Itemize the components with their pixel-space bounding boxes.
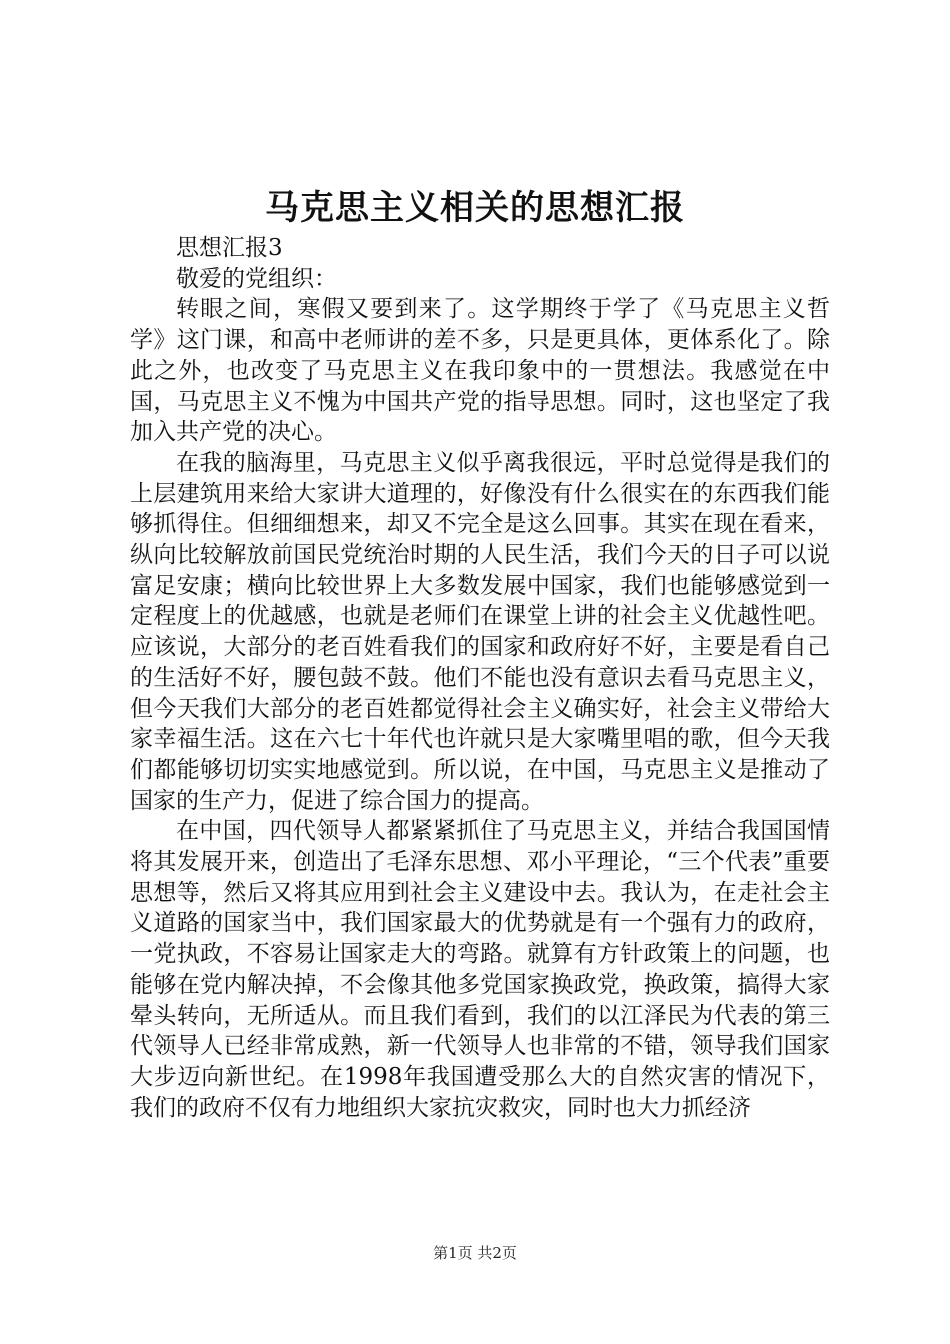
heading-line: 思想汇报3 <box>176 235 283 261</box>
document-body <box>130 233 830 1123</box>
paragraph-1: 转眼之间，寒假又要到来了。这学期终于学了《马克思主义哲学》这门课，和高中老师讲的差不多，只是更具体，更体系化了。除此之外，也改变了马克思主义在我印象中的一贯想法。我感觉在中国，马克思主义不愧为中国共产党的指导思想。同时，这也坚定了我加入共产党的决心。 <box>130 296 830 446</box>
document-title: 马克思主义相关的思想汇报 <box>265 188 685 228</box>
page-footer: 第1页 共2页 <box>433 1244 517 1262</box>
salutation: 敬爱的党组织： <box>176 265 337 292</box>
paragraph-2: 在我的脑海里，马克思主义似乎离我很远，平时总觉得是我们的上层建筑用来给大家讲大道理的，好像没有什么很实在的东西我们能够抓得住。但细细想来，却又不完全是这么回事。其实在现在看来，纵向比较解放前国民党统治时期的人民生活，我们今天的日子可以说富足安康；横向比较世界上大多数发展中国家，我们也能够感觉到一定程度上的优越感，也就是老师们在课堂上讲的社会主义优越性吧。应该说，大部分的老百姓看我们的国家和政府好不好，主要是看自己的生活好不好，腰包鼓不鼓。他们不能也没有意识去看马克思主义，但今天我们大部分的老百姓都觉得社会主义确实好，社会主义带给大家幸福生活。这在六七十年代也许就只是大家嘴里唱的歌，但今天我们都能够切切实实地感觉到。所以说，在中国，马克思主义是推动了国家的生产力，促进了综合国力的提高。 <box>130 449 830 814</box>
paragraph-3: 在中国，四代领导人都紧紧抓住了马克思主义，并结合我国国情将其发展开来，创造出了毛泽东思想、邓小平理论，“三个代表”重要思想等，然后又将其应用到社会主义建设中去。我认为，在走社会主义道路的国家当中，我们国家最大的优势就是有一个强有力的政府，一党执政，不容易让国家走大的弯路。就算有方针政策上的问题，也能够在党内解决掉，不会像其他多党国家换政党，换政策，搞得大家晕头转向，无所适从。而且我们看到，我们的以江泽民为代表的第三代领导人已经非常成熟，新一代领导人也非常的不错，领导我们国家大步迈向新世纪。在1998年我国遭受那么大的自然灾害的情况下，我们的政府不仅有力地组织大家抗灾救灾，同时也大力抓经济 <box>130 818 830 1121</box>
